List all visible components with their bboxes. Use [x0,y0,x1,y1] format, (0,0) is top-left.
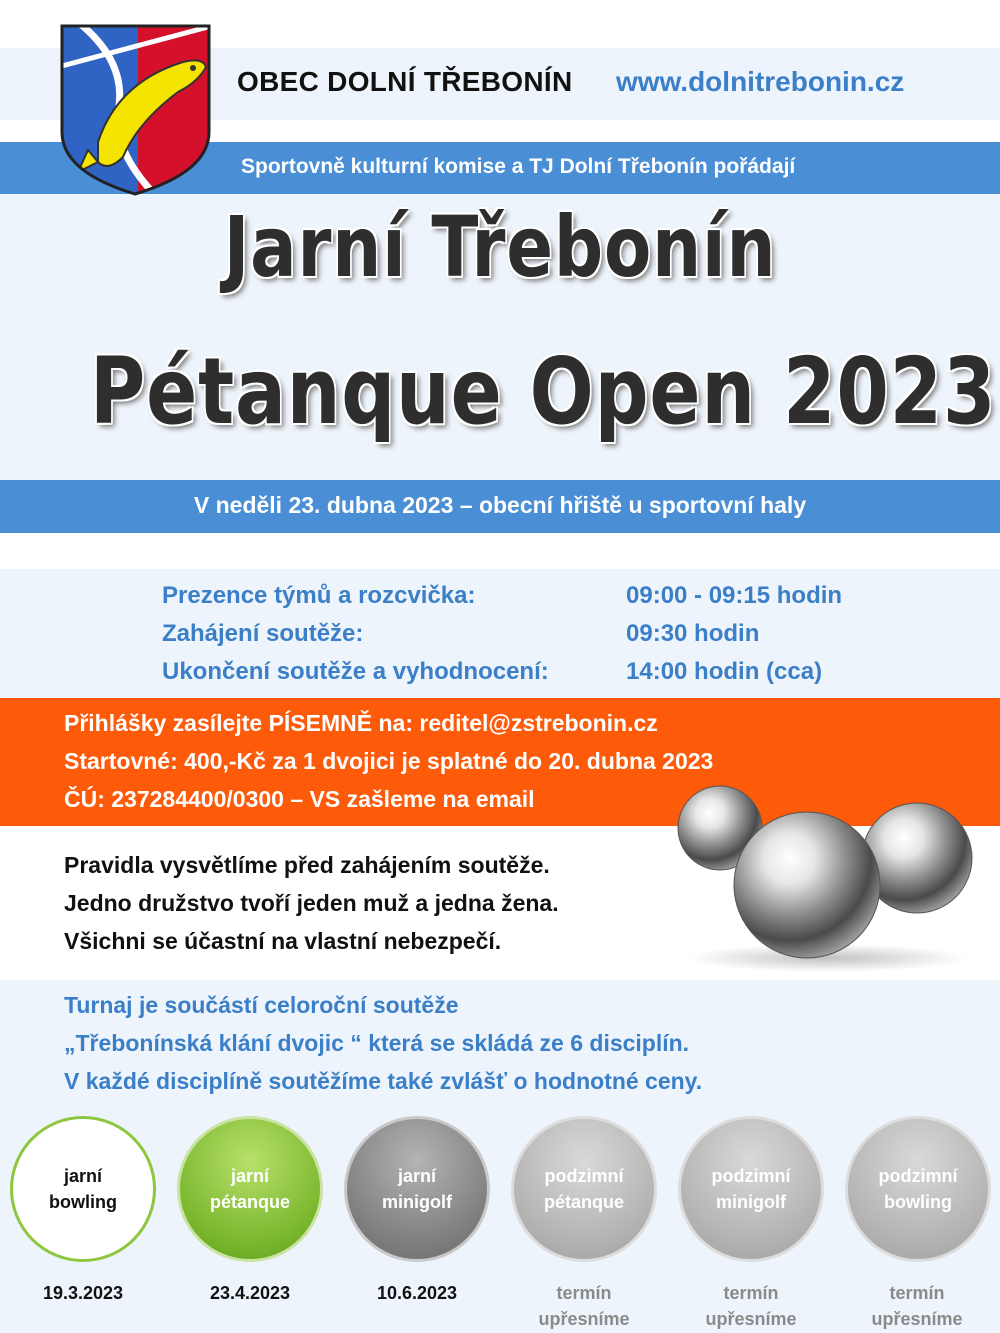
schedule-time: 09:00 - 09:15 hodin [626,582,843,609]
date-and-place: V neděli 23. dubna 2023 – obecní hřiště u sportovní haly [193,492,807,518]
registration-line: Přihlášky zasílejte PÍSEMNĚ na: reditel@zstrebonin.cz [64,710,658,736]
village-coat-of-arms-icon [58,22,213,198]
discipline-circle: jarní pétanque [177,1116,323,1262]
discipline-date: termín upřesníme [705,1283,797,1329]
series-line: Turnaj je součástí celoroční soutěže [64,992,459,1018]
discipline-circle: jarní bowling [10,1116,156,1262]
series-line: V každé disciplíně soutěžíme také zvlášť o hodnotné ceny. [64,1068,703,1094]
event-title-line2: Pétanque Open 2023 [90,338,997,445]
discipline-date: 19.3.2023 [42,1283,124,1303]
website-link[interactable]: www.dolnitrebonin.cz [616,66,905,97]
village-name: OBEC DOLNÍ TŘEBONÍN [237,66,573,97]
petanque-balls-icon [672,780,982,975]
discipline-circle: podzimní minigolf [678,1116,824,1262]
discipline-date: termín upřesníme [538,1283,630,1329]
discipline-circle: podzimní bowling [845,1116,991,1262]
event-title-line1: Jarní Třebonín [223,198,777,296]
registration-line: Startovné: 400,-Kč za 1 dvojici je splatné do 20. dubna 2023 [64,748,714,774]
schedule-label: Zahájení soutěže: [162,620,364,647]
rule-line: Všichni se účastní na vlastní nebezpečí. [64,928,502,954]
rule-line: Jedno družstvo tvoří jeden muž a jedna žena. [64,890,559,916]
rule-line: Pravidla vysvětlíme před zahájením soutěže. [64,852,550,878]
schedule-time: 09:30 hodin [626,620,760,647]
schedule-label: Ukončení soutěže a vyhodnocení: [162,658,549,685]
discipline-circle: podzimní pétanque [511,1116,657,1262]
schedule-label: Prezence týmů a rozcvička: [162,582,476,609]
organizers-text: Sportovně kulturní komise a TJ Dolní Třebonín pořádají [241,155,796,178]
series-line: „Třebonínská klání dvojic “ která se skládá ze 6 disciplín. [64,1030,690,1056]
discipline-date: termín upřesníme [871,1283,963,1329]
discipline-circle: jarní minigolf [344,1116,490,1262]
discipline-date: 10.6.2023 [376,1283,458,1303]
registration-line: ČÚ: 237284400/0300 – VS zašleme na email [64,786,535,812]
schedule-time: 14:00 hodin (cca) [626,658,823,685]
discipline-date: 23.4.2023 [209,1283,291,1303]
